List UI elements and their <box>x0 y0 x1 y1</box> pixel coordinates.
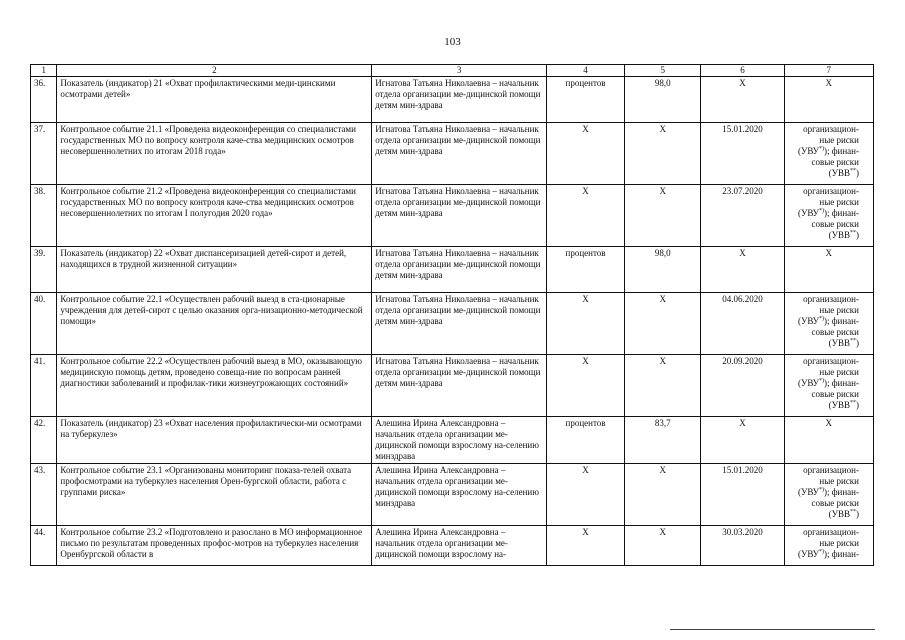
risk-text: ) <box>856 230 859 240</box>
date-cell: 15.01.2020 <box>701 464 784 526</box>
risk-text: ) <box>856 509 859 519</box>
table-row <box>31 355 874 417</box>
table-row <box>31 293 874 355</box>
risk-line <box>788 197 859 208</box>
value-cell: Х <box>625 355 701 417</box>
risk-text: (УВУ <box>797 208 819 218</box>
risk-line <box>788 476 859 487</box>
table-row <box>31 526 874 566</box>
risk-cell: Х <box>784 77 873 123</box>
date-cell: 20.09.2020 <box>701 355 784 417</box>
page-number: 103 <box>444 36 461 48</box>
table-row <box>31 123 874 185</box>
responsible-person-cell: Игнатова Татьяна Николаевна – начальник отдела организации ме-дицинской помощи детям мин-здрава <box>372 77 547 123</box>
risk-text: организацион- <box>803 124 859 134</box>
risk-line <box>788 219 859 230</box>
risk-line <box>788 487 859 498</box>
table-row <box>31 247 874 293</box>
risk-text: ) <box>856 338 859 348</box>
unit-cell: Х <box>546 185 624 247</box>
risk-text: ); финан- <box>823 316 859 326</box>
risk-line <box>788 400 859 411</box>
unit-cell: процентов <box>546 417 624 464</box>
row-description-cell: Контрольное событие 21.2 «Проведена видеоконференция со специалистами государственных МО по вопросу контроля каче-ства медицинских осмотров несовершеннолетних по итогам I полугодия 2020 года» <box>57 185 372 247</box>
responsible-person-cell: Игнатова Татьяна Николаевна – начальник отдела организации ме-дицинской помощи детям мин-здрава <box>372 293 547 355</box>
risk-text: организацион- <box>803 294 859 304</box>
risk-text: ные риски <box>819 476 859 486</box>
risk-text: совые риски <box>811 498 859 508</box>
risk-cell <box>784 293 873 355</box>
risk-line <box>788 135 859 146</box>
table-row <box>31 417 874 464</box>
risk-text: (УВВ <box>828 400 850 410</box>
responsible-person-cell: Игнатова Татьяна Николаевна – начальник отдела организации ме-дицинской помощи детям мин-здрава <box>372 185 547 247</box>
risk-text: ные риски <box>819 135 859 145</box>
risk-line <box>788 509 859 520</box>
risk-text: ); финан- <box>823 146 859 156</box>
date-cell: 30.03.2020 <box>701 526 784 566</box>
responsible-person-cell: Игнатова Татьяна Николаевна – начальник отдела организации ме-дицинской помощи детям мин-здрава <box>372 247 547 293</box>
column-header: 5 <box>625 65 701 77</box>
risk-text: (УВУ <box>797 549 819 559</box>
column-header: 2 <box>57 65 372 77</box>
risk-line <box>788 294 859 305</box>
row-number-cell: 43. <box>31 464 57 526</box>
row-number-cell: 40. <box>31 293 57 355</box>
value-cell: Х <box>625 464 701 526</box>
value-cell: Х <box>625 123 701 185</box>
date-cell: Х <box>701 247 784 293</box>
value-cell: Х <box>625 526 701 566</box>
risk-text: ) <box>856 168 859 178</box>
risk-text: ); финан- <box>823 378 859 388</box>
risk-line <box>788 389 859 400</box>
value-cell: Х <box>625 293 701 355</box>
risk-line <box>788 367 859 378</box>
risk-text: (УВУ <box>797 378 819 388</box>
footnote-marker: ** <box>850 230 856 236</box>
table-row <box>31 185 874 247</box>
risk-text: ные риски <box>819 538 859 548</box>
unit-cell: Х <box>546 464 624 526</box>
risk-text: (УВУ <box>797 316 819 326</box>
risk-text: (УВУ <box>797 487 819 497</box>
risk-text: (УВВ <box>828 168 850 178</box>
risk-text: ); финан- <box>823 487 859 497</box>
row-number-cell: 39. <box>31 247 57 293</box>
risk-line <box>788 208 859 219</box>
risk-text: совые риски <box>811 157 859 167</box>
risk-line <box>788 146 859 157</box>
value-cell: Х <box>625 185 701 247</box>
risk-line <box>788 230 859 241</box>
footnote-marker: *) <box>818 487 824 493</box>
row-description-cell: Контрольное событие 23.2 «Подготовлено и разослано в МО информационное письмо по результатам проведенных профос-мотров на туберкулез населения Оренбургской области в <box>57 526 372 566</box>
unit-cell: процентов <box>546 77 624 123</box>
unit-cell: Х <box>546 293 624 355</box>
plan-table <box>30 64 874 566</box>
risk-cell <box>784 355 873 417</box>
table-row <box>31 464 874 526</box>
date-cell: Х <box>701 77 784 123</box>
responsible-person-cell: Игнатова Татьяна Николаевна – начальник отдела организации ме-дицинской помощи детям мин-здрава <box>372 355 547 417</box>
risk-text: (УВВ <box>828 230 850 240</box>
risk-text: ); финан- <box>823 208 859 218</box>
date-cell: 04.06.2020 <box>701 293 784 355</box>
footer-rule <box>670 629 875 630</box>
responsible-person-cell: Алешина Ирина Александровна – начальник отдела организации ме-дицинской помощи взрослому на-селению минздрава <box>372 417 547 464</box>
unit-cell: Х <box>546 526 624 566</box>
value-cell: 98,0 <box>625 77 701 123</box>
risk-text: (УВВ <box>828 509 850 519</box>
column-header: 1 <box>31 65 57 77</box>
risk-line <box>788 327 859 338</box>
risk-text: ные риски <box>819 305 859 315</box>
table-row <box>31 77 874 123</box>
responsible-person-cell: Игнатова Татьяна Николаевна – начальник отдела организации ме-дицинской помощи детям мин-здрава <box>372 123 547 185</box>
row-description-cell: Показатель (индикатор) 21 «Охват профилактическими меди-цинскими осмотрами детей» <box>57 77 372 123</box>
risk-text: совые риски <box>811 219 859 229</box>
row-number-cell: 41. <box>31 355 57 417</box>
risk-cell: Х <box>784 417 873 464</box>
risk-text: ные риски <box>819 197 859 207</box>
footnote-marker: *) <box>818 208 824 214</box>
risk-line <box>788 378 859 389</box>
row-number-cell: 37. <box>31 123 57 185</box>
column-header: 3 <box>372 65 547 77</box>
risk-line <box>788 356 859 367</box>
responsible-person-cell: Алешина Ирина Александровна – начальник отдела организации ме-дицинской помощи взрослому на-селению минздрава <box>372 464 547 526</box>
risk-text: организацион- <box>803 527 859 537</box>
row-description-cell: Контрольное событие 21.1 «Проведена видеоконференция со специалистами государственных МО по вопросу контроля каче-ства медицинских осмотров несовершеннолетних по итогам 2018 года» <box>57 123 372 185</box>
footnote-marker: *) <box>818 316 824 322</box>
risk-cell <box>784 123 873 185</box>
footnote-marker: ** <box>850 338 856 344</box>
unit-cell: процентов <box>546 247 624 293</box>
risk-line <box>788 316 859 327</box>
risk-cell <box>784 526 873 566</box>
risk-text: (УВУ <box>797 146 819 156</box>
footnote-marker: *) <box>818 146 824 152</box>
risk-line <box>788 186 859 197</box>
risk-text: ) <box>856 400 859 410</box>
footnote-marker: *) <box>818 378 824 384</box>
risk-text: организацион- <box>803 186 859 196</box>
date-cell: 23.07.2020 <box>701 185 784 247</box>
risk-line <box>788 124 859 135</box>
risk-line <box>788 538 859 549</box>
risk-line <box>788 549 859 560</box>
risk-text: ные риски <box>819 367 859 377</box>
risk-text: ); финан- <box>823 549 859 559</box>
value-cell: 98,0 <box>625 247 701 293</box>
row-number-cell: 38. <box>31 185 57 247</box>
unit-cell: Х <box>546 123 624 185</box>
risk-text: совые риски <box>811 327 859 337</box>
row-description-cell: Контрольное событие 22.1 «Осуществлен рабочий выезд в ста-ционарные учреждения для детей-сирот с целью оказания орга-низационно-методической помощи» <box>57 293 372 355</box>
risk-line <box>788 465 859 476</box>
footnote-marker: *) <box>818 549 824 555</box>
row-description-cell: Контрольное событие 22.2 «Осуществлен рабочий выезд в МО, оказывающую медицинскую помощь детям, проведено совеща-ние по вопросам ранней диагностики заболеваний и профилак-тики жизнеугрожающих состояний» <box>57 355 372 417</box>
risk-line <box>788 157 859 168</box>
risk-cell <box>784 464 873 526</box>
risk-line <box>788 527 859 538</box>
risk-text: совые риски <box>811 389 859 399</box>
row-number-cell: 36. <box>31 77 57 123</box>
footnote-marker: ** <box>850 400 856 406</box>
risk-line <box>788 305 859 316</box>
risk-line <box>788 338 859 349</box>
risk-text: (УВВ <box>828 338 850 348</box>
footnote-marker: ** <box>850 168 856 174</box>
value-cell: 83,7 <box>625 417 701 464</box>
unit-cell: Х <box>546 355 624 417</box>
column-number-row <box>31 65 874 77</box>
column-header: 6 <box>701 65 784 77</box>
row-number-cell: 42. <box>31 417 57 464</box>
row-number-cell: 44. <box>31 526 57 566</box>
risk-text: организацион- <box>803 356 859 366</box>
column-header: 7 <box>784 65 873 77</box>
risk-line <box>788 498 859 509</box>
footnote-marker: ** <box>850 509 856 515</box>
row-description-cell: Контрольное событие 23.1 «Организованы мониторинг показа-телей охвата профосмотрами на туберкулез населения Орен-бургской области, работа с группами риска» <box>57 464 372 526</box>
risk-cell: Х <box>784 247 873 293</box>
risk-cell <box>784 185 873 247</box>
row-description-cell: Показатель (индикатор) 23 «Охват населения профилактически-ми осмотрами на туберкулез» <box>57 417 372 464</box>
row-description-cell: Показатель (индикатор) 22 «Охват диспансеризацией детей-сирот и детей, находящихся в трудной жизненной ситуации» <box>57 247 372 293</box>
column-header: 4 <box>546 65 624 77</box>
risk-text: организацион- <box>803 465 859 475</box>
risk-line <box>788 168 859 179</box>
responsible-person-cell: Алешина Ирина Александровна – начальник отдела организации ме-дицинской помощи взрослому на- <box>372 526 547 566</box>
date-cell: Х <box>701 417 784 464</box>
date-cell: 15.01.2020 <box>701 123 784 185</box>
